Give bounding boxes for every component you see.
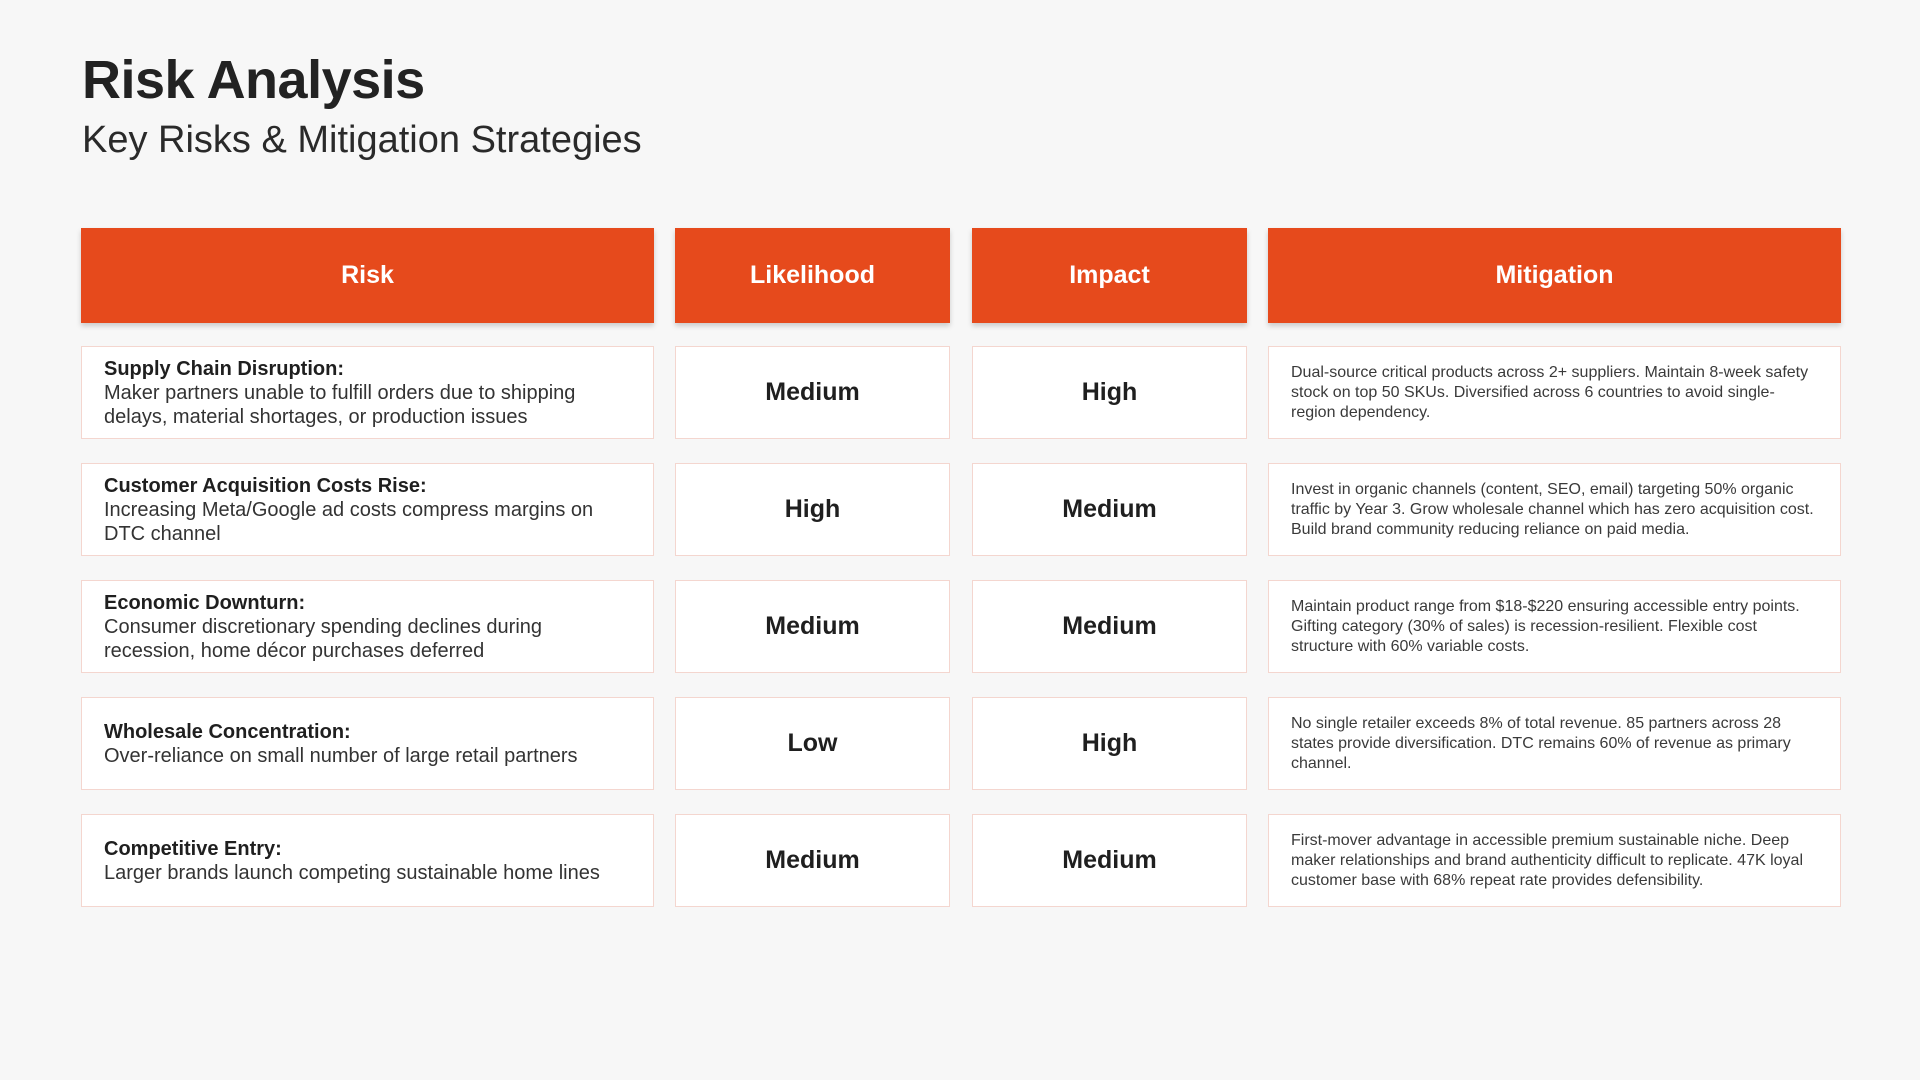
- risk-cell: [81, 346, 654, 439]
- likelihood-cell: Medium: [675, 580, 950, 673]
- page-subtitle: Key Risks & Mitigation Strategies: [82, 119, 642, 161]
- risk-description: Increasing Meta/Google ad costs compress margins on DTC channel: [104, 498, 594, 545]
- risk-description: Over-reliance on small number of large retail partners: [104, 744, 578, 767]
- header-mitigation: Mitigation: [1268, 228, 1841, 323]
- risk-name: Competitive Entry:: [104, 837, 282, 860]
- mitigation-cell: Dual-source critical products across 2+ suppliers. Maintain 8-week safety stock on top 50 SKUs. Diversified across 6 countries to avoid single-region dependency.: [1268, 346, 1841, 439]
- risk-description: Maker partners unable to fulfill orders due to shipping delays, material shortages, or production issues: [104, 381, 576, 428]
- mitigation-cell: Invest in organic channels (content, SEO, email) targeting 50% organic traffic by Year 3. Grow wholesale channel which has zero acquisition cost. Build brand community reducing reliance on paid media.: [1268, 463, 1841, 556]
- risk-cell: [81, 814, 654, 907]
- risk-cell: [81, 463, 654, 556]
- likelihood-cell: Low: [675, 697, 950, 790]
- header-likelihood: Likelihood: [675, 228, 950, 323]
- likelihood-cell: Medium: [675, 346, 950, 439]
- likelihood-cell: Medium: [675, 814, 950, 907]
- risk-name: Economic Downturn:: [104, 591, 306, 614]
- likelihood-cell: High: [675, 463, 950, 556]
- impact-cell: Medium: [972, 580, 1247, 673]
- risk-cell: [81, 697, 654, 790]
- header-impact: Impact: [972, 228, 1247, 323]
- header-risk: Risk: [81, 228, 654, 323]
- impact-cell: High: [972, 697, 1247, 790]
- mitigation-cell: No single retailer exceeds 8% of total revenue. 85 partners across 28 states provide diversification. DTC remains 60% of revenue as primary channel.: [1268, 697, 1841, 790]
- risk-name: Supply Chain Disruption:: [104, 357, 344, 380]
- impact-cell: Medium: [972, 814, 1247, 907]
- impact-cell: Medium: [972, 463, 1247, 556]
- impact-cell: High: [972, 346, 1247, 439]
- risk-description: Larger brands launch competing sustainable home lines: [104, 861, 600, 884]
- risk-cell: [81, 580, 654, 673]
- mitigation-cell: First-mover advantage in accessible premium sustainable niche. Deep maker relationships and brand authenticity difficult to replicate. 47K loyal customer base with 68% repeat rate provides defensibility.: [1268, 814, 1841, 907]
- risk-description: Consumer discretionary spending declines during recession, home décor purchases deferred: [104, 615, 543, 662]
- page-title: Risk Analysis: [82, 50, 425, 110]
- risk-name: Customer Acquisition Costs Rise:: [104, 474, 427, 497]
- mitigation-cell: Maintain product range from $18-$220 ensuring accessible entry points. Gifting category (30% of sales) is recession-resilient. Flexible cost structure with 60% variable costs.: [1268, 580, 1841, 673]
- risk-name: Wholesale Concentration:: [104, 720, 351, 743]
